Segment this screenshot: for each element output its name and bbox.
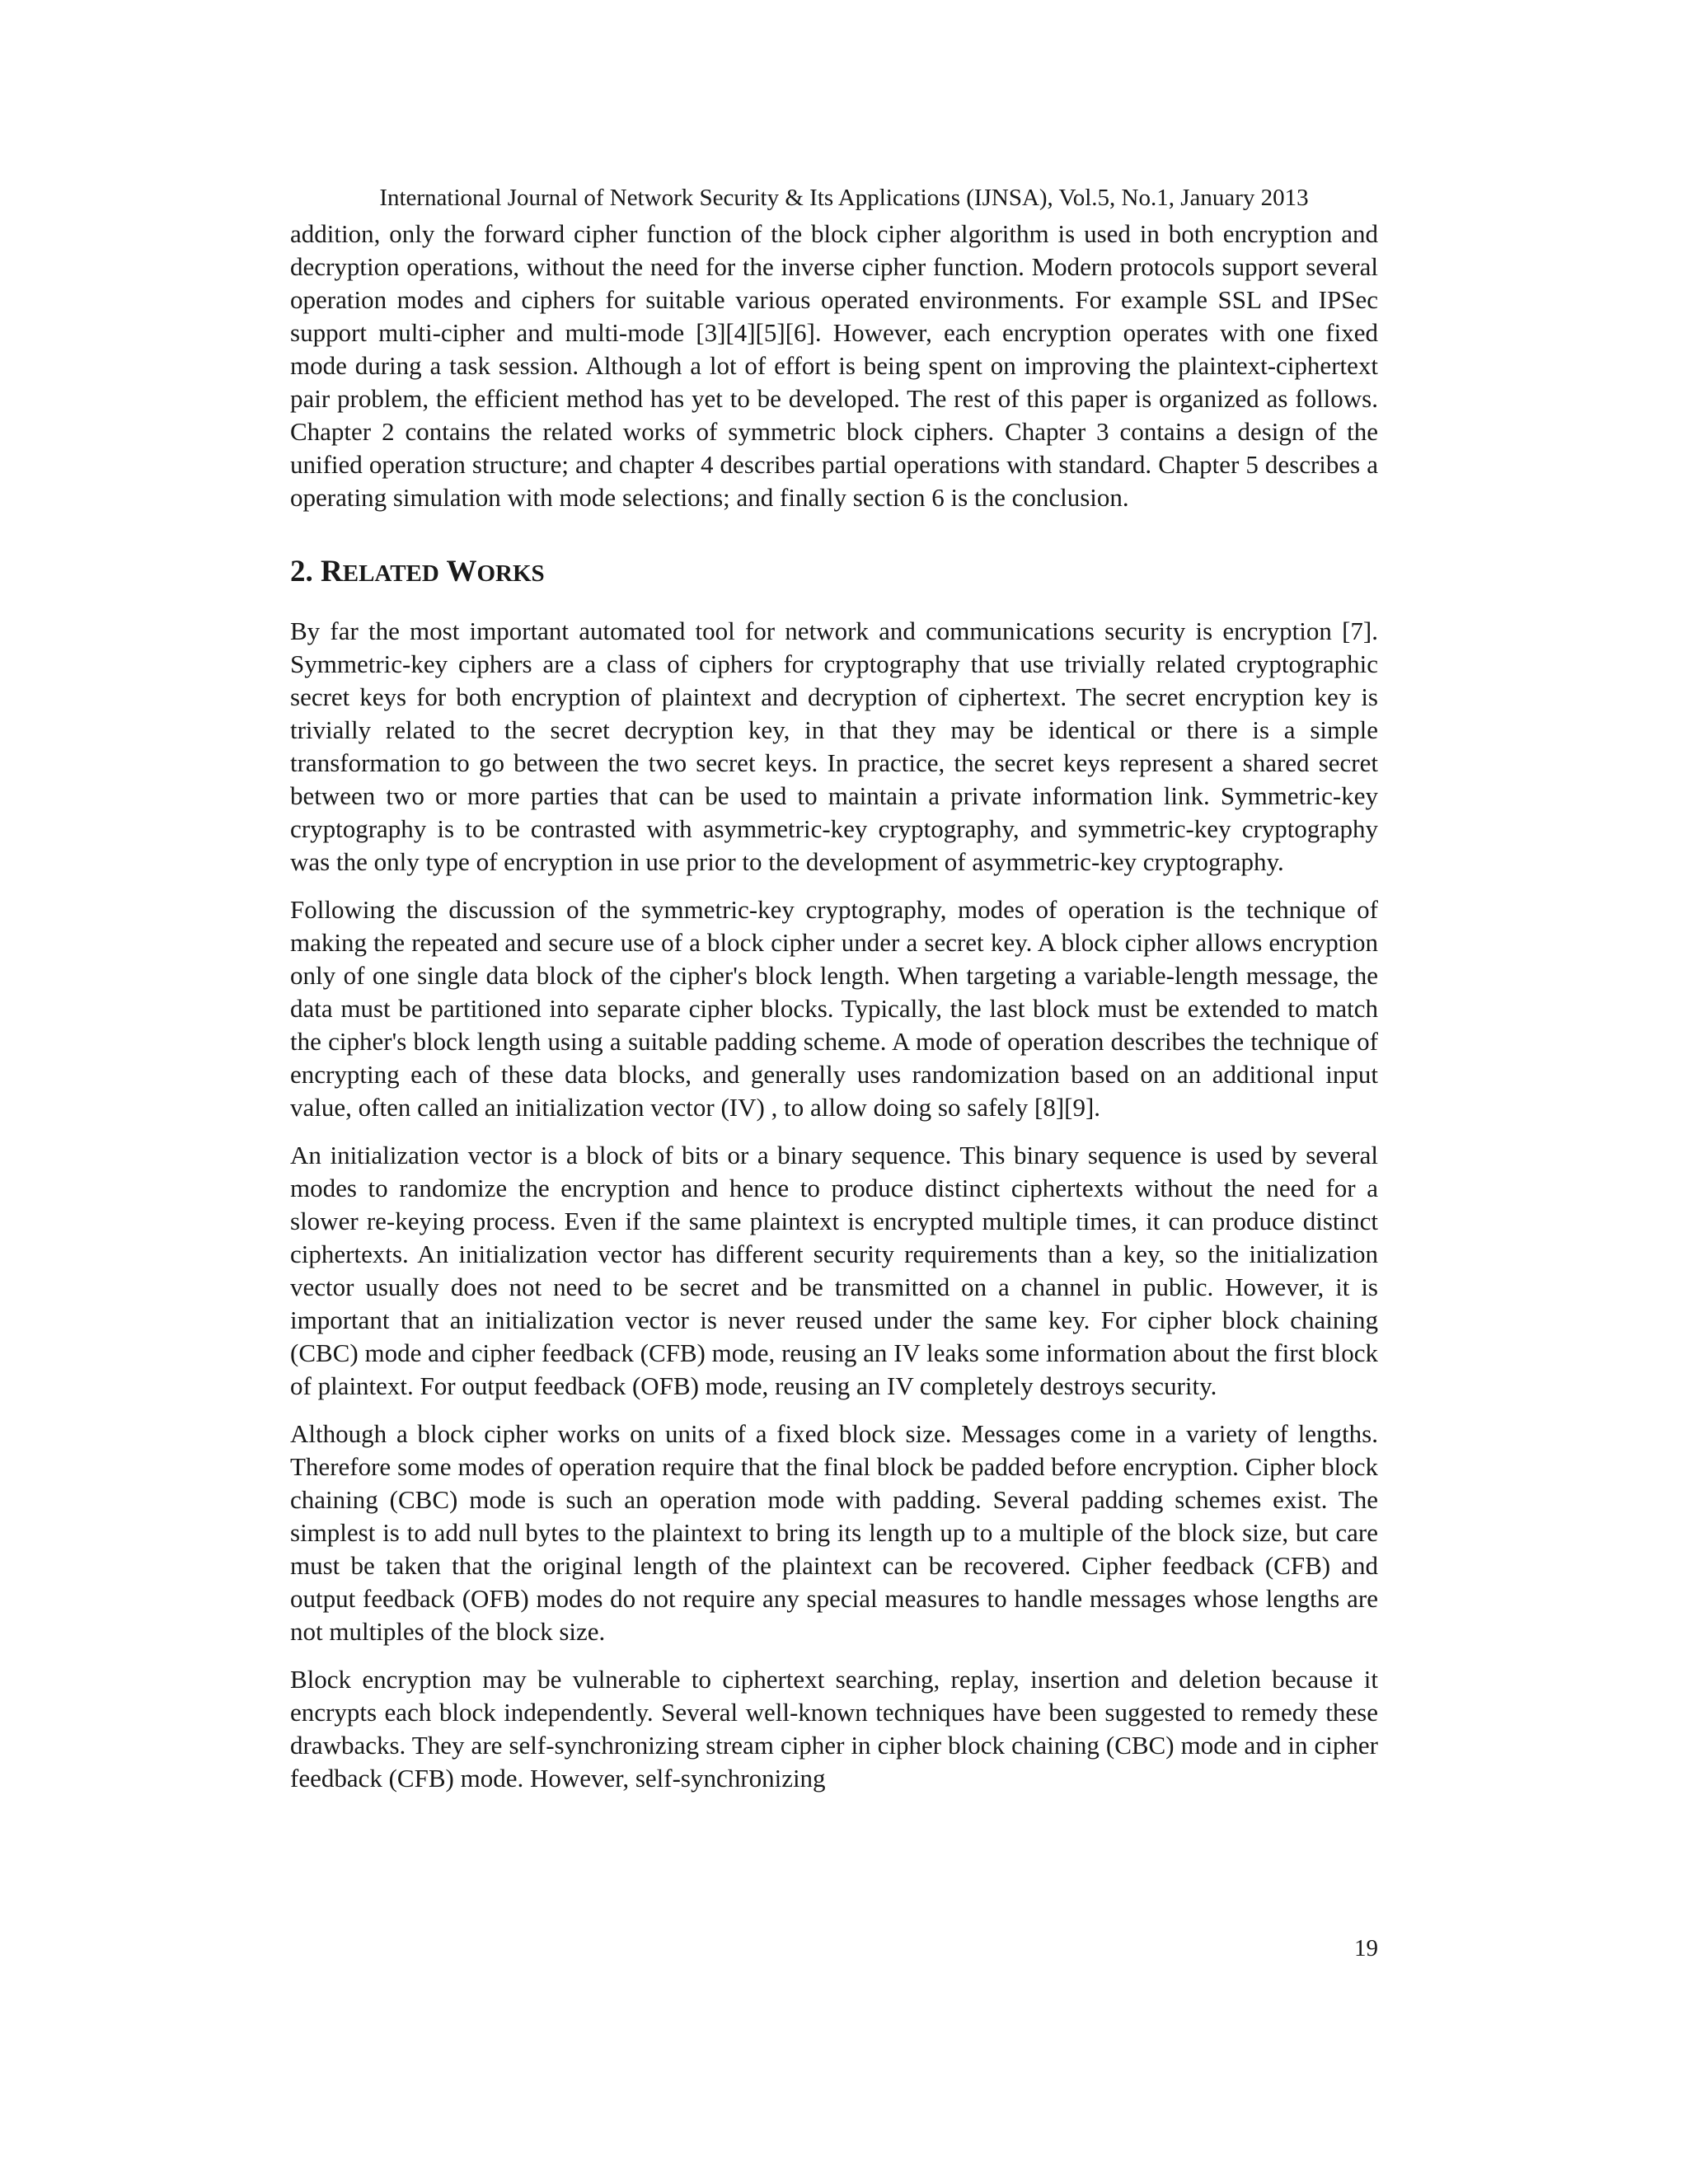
paragraph-modes-of-operation: Following the discussion of the symmetric-key cryptography, modes of operation is the technique of making the repeated and secure use of a block cipher under a secret key. A block cipher allows encryption only of one single data block of the cipher's block length. When targeting a variable-length message, the data must be partitioned into separate cipher blocks. Typically, the last block must be extended to match the cipher's block length using a suitable padding scheme. A mode of operation describes the technique of encrypting each of these data blocks, and generally uses randomization based on an additional input value, often called an initialization vector (IV) , to allow doing so safely [8][9]. xyxy=(290,895,1378,1122)
page-number: 19 xyxy=(1354,1935,1378,1961)
section-number: 2. xyxy=(290,555,313,588)
paragraph-initialization-vector: An initialization vector is a block of bits or a binary sequence. This binary sequence is used by several modes to randomize the encryption and hence to produce distinct ciphertexts without the need for a slower re-keying process. Even if the same plaintext is encrypted multiple times, it can produce distinct ciphertexts. An initialization vector has different security requirements than a key, so the initialization vector usually does not need to be secret and be transmitted on a channel in public. However, it is important that an initialization vector is never reused under the same key. For cipher block chaining (CBC) mode and cipher feedback (CFB) mode, reusing an IV leaks some information about the first block of plaintext. For output feedback (OFB) mode, reusing an IV completely destroys security. xyxy=(290,1141,1378,1400)
page-body xyxy=(290,218,1378,1810)
section-heading xyxy=(290,554,1378,592)
running-header: International Journal of Network Security & Its Applications (IJNSA), Vol.5, No.1, January 2013 xyxy=(379,185,1309,211)
paragraph-symmetric-key: By far the most important automated tool for network and communications security is encryption [7]. Symmetric-key ciphers are a class of ciphers for cryptography that use trivially related cryptographic secret keys for both encryption of plaintext and decryption of ciphertext. The secret encryption key is trivially related to the secret decryption key, in that they may be identical or there is a simple transformation to go between the two secret keys. In practice, the secret keys represent a shared secret between two or more parties that can be used to maintain a private information link. Symmetric-key cryptography is to be contrasted with asymmetric-key cryptography, and symmetric-key cryptography was the only type of encryption in use prior to the development of asymmetric-key cryptography. xyxy=(290,616,1378,876)
heading-cap-2: W xyxy=(446,555,477,588)
heading-cap-1: R xyxy=(321,555,343,588)
paragraph-block-encryption: Block encryption may be vulnerable to ciphertext searching, replay, insertion and deletion because it encrypts each block independently. Several well-known techniques have been suggested to remedy these drawbacks. They are self-synchronizing stream cipher in cipher block chaining (CBC) mode and in cipher feedback (CFB) mode. However, self-synchronizing xyxy=(290,1665,1378,1793)
intro-paragraph: addition, only the forward cipher function of the block cipher algorithm is used in both encryption and decryption operations, without the need for the inverse cipher function. Modern protocols support several operation modes and ciphers for suitable various operated environments. For example SSL and IPSec support multi-cipher and multi-mode [3][4][5][6]. However, each encryption operates with one fixed mode during a task session. Although a lot of effort is being spent on improving the plaintext-ciphertext pair problem, the efficient method has yet to be developed. The rest of this paper is organized as follows. Chapter 2 contains the related works of symmetric block ciphers. Chapter 3 contains a design of the unified operation structure; and chapter 4 describes partial operations with standard. Chapter 5 describes a operating simulation with mode selections; and finally section 6 is the conclusion. xyxy=(290,219,1378,512)
heading-small-1: ELATED xyxy=(342,560,439,587)
heading-small-2: ORKS xyxy=(476,560,545,587)
paragraph-padding: Although a block cipher works on units of a fixed block size. Messages come in a variety of lengths. Therefore some modes of operation require that the final block be padded before encryption. Cipher block chaining (CBC) mode is such an operation mode with padding. Several padding schemes exist. The simplest is to add null bytes to the plaintext to bring its length up to a multiple of the block size, but care must be taken that the original length of the plaintext can be recovered. Cipher feedback (CFB) and output feedback (OFB) modes do not require any special measures to handle messages whose lengths are not multiples of the block size. xyxy=(290,1419,1378,1646)
